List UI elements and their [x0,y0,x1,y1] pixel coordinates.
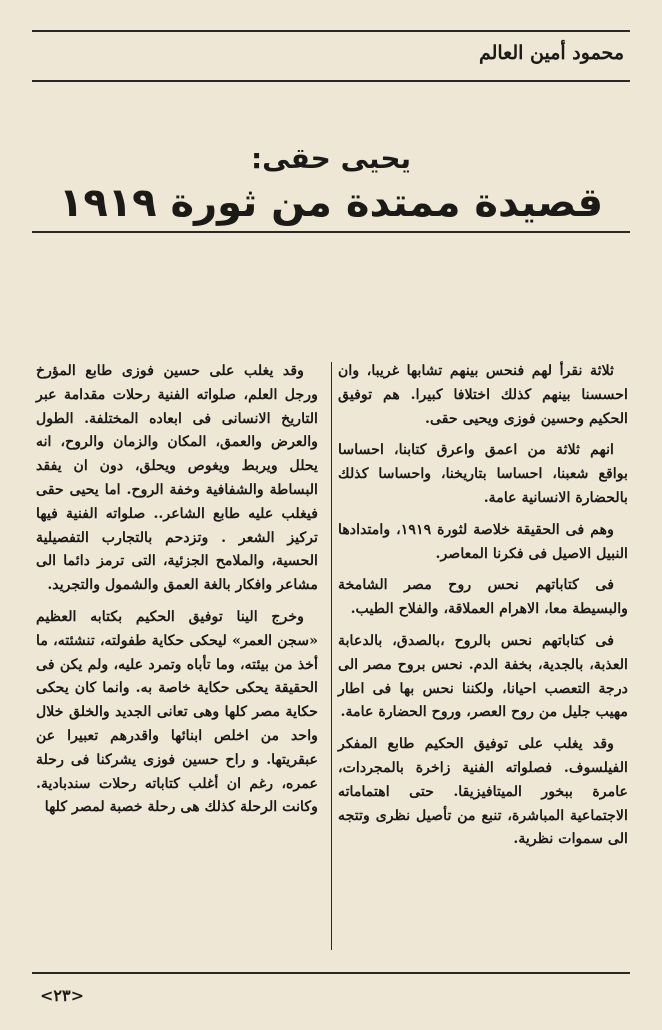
paragraph: ثلاثة نقرأ لهم فنحس بينهم تشابها غريبا، وان احسسنا بينهم كذلك اختلافا كبيرا. هم توفيق الحكيم وحسين فوزى ويحيى حقى. [338,363,628,427]
paragraph: وقد يغلب على حسين فوزى طابع المؤرخ ورجل العلم، صلواته الفنية رحلات مقدامة عبر التاريخ الانسانى فى ابعاده المختلفة. الطول والعرض والعمق، المكان والزمان والروح، انه يحلل ويربط ويغوص ويحلق، دون ان يفقد البساطة والشفافية وخفة الروح. اما يحيى حقى فيغلب عليه طابع الشاعر.. صلواته الفنية فيها تركيز الشعر . وتزدحم بالتجارب التفصيلية الحسية، والملامح الجزئية، التى ترمز دائما الى مشاعر وافكار بالغة العمق والشمول والتجريد. [36,363,318,594]
header-rule [32,80,630,82]
article-kicker: يحيى حقى: [250,142,412,175]
title-rule [32,231,630,233]
column-divider [331,362,332,950]
paragraph: انهم ثلاثة من اعمق واعرق كتابنا، احساسا بواقع شعبنا، احساسا بتاريخنا، واحساسا كذلك بالحضارة الانسانية عامة. [338,442,628,506]
paragraph: وقد يغلب على توفيق الحكيم طابع المفكر الفيلسوف. فصلواته الفنية زاخرة بالمجردات، عامرة ببخور الميتافيزيقا. حتى اهتماماته الاجتماعية المباشرة، تنبع من تأصيل نظرى وتتجه الى سموات نظرية. [338,736,628,848]
paragraph: وهم فى الحقيقة خلاصة لثورة ١٩١٩، وامتدادها النبيل الاصيل فى فكرنا المعاصر. [338,521,628,562]
article-title: قصيدة ممتدة من ثورة ١٩١٩ [58,180,604,226]
paragraph: فى كتاباتهم نحس بالروح ،بالصدق، بالدعابة العذبة، بالجدية، بخفة الدم. نحس بروح مصر الى درجة التعصب احيانا، ولكننا نحس بها فى اطار مهيب جليل من روح العصر، وروح الحضارة عامة. [338,632,628,721]
text-column-left [36,360,318,828]
text-column-right [338,360,628,860]
top-rule [32,30,630,32]
paragraph: فى كتاباتهم نحس روح مصر الشامخة والبسيطة معا، الاهرام العملاقة، والفلاح الطيب. [338,577,628,618]
paragraph: وخرج الينا توفيق الحكيم بكتابه العظيم «سجن العمر» ليحكى حكاية طفولته، تنشئته، ما أخذ من بيئته، وما تأباه وتمرد عليه، ولم يكن فى الحقيقة يحكى حكاية خاصة به. وانما كان يحكى حكاية مصر كلها وهى تعانى الجديد والخلق خلال واحد من اخلص ابنائها واقدرهم تعبيرا عن عبقريتها. و راح حسين فوزى يشركنا فى رحلة عمره، رغم ان أغلب كتاباته رحلات سندبادية. وكانت الرحلة كذلك هى رحلة خصبة لمصر كلها [36,608,318,816]
author-name: محمود أمين العالم [478,42,624,64]
page-number: <٢٣> [40,986,84,1005]
footer-rule [32,972,630,974]
